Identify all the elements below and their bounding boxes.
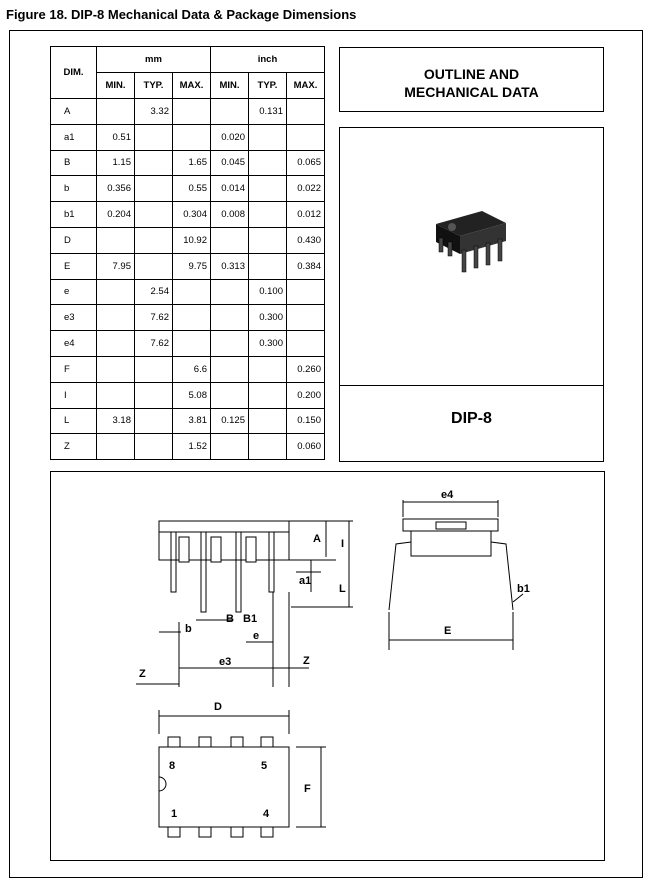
outline-title-box	[339, 47, 604, 112]
label-B: B	[226, 613, 234, 625]
table-row	[51, 305, 325, 331]
table-cell: 1.65	[173, 150, 211, 176]
table-cell: 0.300	[249, 331, 287, 357]
table-cell: 0.384	[287, 253, 325, 279]
table-cell	[135, 408, 173, 434]
table-cell	[173, 305, 211, 331]
table-cell: 5.08	[173, 382, 211, 408]
table-cell: 0.020	[211, 124, 249, 150]
label-B1: B1	[243, 613, 258, 625]
table-cell	[135, 227, 173, 253]
table-cell	[135, 253, 173, 279]
table-cell: 7.62	[135, 331, 173, 357]
table-cell	[97, 305, 135, 331]
table-cell: 7.95	[97, 253, 135, 279]
table-cell: 3.32	[135, 99, 173, 125]
table-cell	[211, 227, 249, 253]
table-cell: 0.200	[287, 382, 325, 408]
table-cell: 0.012	[287, 202, 325, 228]
table-cell: 9.75	[173, 253, 211, 279]
table-cell: 2.54	[135, 279, 173, 305]
col-header: MIN.	[211, 73, 249, 99]
table-cell: 3.81	[173, 408, 211, 434]
table-cell	[97, 434, 135, 460]
table-cell	[97, 356, 135, 382]
dim-name: e	[51, 279, 97, 305]
table-cell	[249, 253, 287, 279]
label-A: A	[313, 533, 321, 545]
table-cell	[173, 279, 211, 305]
table-cell: 0.125	[211, 408, 249, 434]
table-cell	[97, 279, 135, 305]
dim-name: A	[51, 99, 97, 125]
table-cell: 0.55	[173, 176, 211, 202]
outline-title-line2: MECHANICAL DATA	[404, 84, 539, 100]
table-row	[51, 356, 325, 382]
table-cell	[287, 99, 325, 125]
pin-4-label: 4	[263, 808, 270, 820]
dim-name: L	[51, 408, 97, 434]
table-cell	[135, 176, 173, 202]
table-cell	[135, 124, 173, 150]
table-cell	[249, 382, 287, 408]
table-cell	[249, 202, 287, 228]
dim-name: D	[51, 227, 97, 253]
label-a1: a1	[299, 575, 312, 587]
dim-name: I	[51, 382, 97, 408]
table-cell	[135, 356, 173, 382]
dim-name: e4	[51, 331, 97, 357]
table-row	[51, 253, 325, 279]
table-cell	[97, 382, 135, 408]
table-cell: 0.313	[211, 253, 249, 279]
table-cell: 1.15	[97, 150, 135, 176]
table-cell	[135, 434, 173, 460]
table-cell: 0.100	[249, 279, 287, 305]
col-header: TYP.	[249, 73, 287, 99]
dim-name: a1	[51, 124, 97, 150]
table-row	[51, 331, 325, 357]
pin-5-label: 5	[261, 760, 268, 772]
table-cell: 0.204	[97, 202, 135, 228]
label-F: F	[304, 783, 311, 795]
table-cell	[287, 279, 325, 305]
table-row	[51, 434, 325, 460]
table-cell: 6.6	[173, 356, 211, 382]
label-e: e	[253, 630, 260, 642]
table-cell	[211, 434, 249, 460]
figure-title: Figure 18. DIP-8 Mechanical Data & Package Dimensions	[6, 7, 357, 22]
label-b1: b1	[517, 583, 530, 595]
label-L: L	[339, 583, 346, 595]
pin-8-label: 8	[169, 760, 176, 772]
table-row	[51, 279, 325, 305]
table-cell: 0.131	[249, 99, 287, 125]
dim-header: DIM.	[51, 47, 97, 99]
table-cell: 0.51	[97, 124, 135, 150]
package-divider	[340, 385, 603, 386]
table-cell	[135, 382, 173, 408]
table-row	[51, 408, 325, 434]
table-cell: 0.065	[287, 150, 325, 176]
col-header: MAX.	[287, 73, 325, 99]
table-cell	[249, 356, 287, 382]
table-row	[51, 99, 325, 125]
table-cell	[173, 99, 211, 125]
label-E: E	[444, 625, 452, 637]
table-cell	[173, 124, 211, 150]
package-name: DIP-8	[451, 410, 492, 427]
table-cell	[249, 124, 287, 150]
mm-header: mm	[97, 47, 211, 73]
table-cell: 0.430	[287, 227, 325, 253]
table-cell	[249, 176, 287, 202]
mechanical-drawing	[51, 472, 606, 862]
label-b: b	[185, 623, 192, 635]
table-cell	[211, 279, 249, 305]
table-cell	[287, 124, 325, 150]
table-cell: 0.356	[97, 176, 135, 202]
table-cell	[97, 99, 135, 125]
table-cell	[211, 331, 249, 357]
outline-title-line1: OUTLINE AND	[423, 66, 520, 82]
pin-1-label: 1	[171, 808, 178, 820]
table-cell	[97, 331, 135, 357]
drawing-panel	[50, 471, 605, 861]
table-cell: 1.52	[173, 434, 211, 460]
table-cell: 0.150	[287, 408, 325, 434]
table-cell: 0.008	[211, 202, 249, 228]
table-cell	[249, 408, 287, 434]
table-row	[51, 202, 325, 228]
dim-name: Z	[51, 434, 97, 460]
dim-name: F	[51, 356, 97, 382]
table-cell	[97, 227, 135, 253]
dim-name: b	[51, 176, 97, 202]
table-row	[51, 124, 325, 150]
table-cell	[249, 227, 287, 253]
table-cell	[249, 434, 287, 460]
inch-header: inch	[211, 47, 325, 73]
label-I: I	[341, 538, 345, 550]
table-cell: 10.92	[173, 227, 211, 253]
table-cell	[287, 305, 325, 331]
table-cell	[211, 382, 249, 408]
dim-name: E	[51, 253, 97, 279]
dim-name: B	[51, 150, 97, 176]
label-Z-left: Z	[139, 668, 146, 680]
table-row	[51, 150, 325, 176]
table-cell: 0.260	[287, 356, 325, 382]
table-cell	[135, 150, 173, 176]
table-cell: 0.014	[211, 176, 249, 202]
table-cell	[211, 305, 249, 331]
table-cell: 0.022	[287, 176, 325, 202]
package-box	[339, 127, 604, 462]
col-header: TYP.	[135, 73, 173, 99]
dimensions-table	[50, 46, 325, 460]
table-cell: 0.304	[173, 202, 211, 228]
dim-name: b1	[51, 202, 97, 228]
table-cell	[211, 356, 249, 382]
label-e3: e3	[219, 656, 232, 668]
table-row	[51, 382, 325, 408]
table-row	[51, 227, 325, 253]
label-Z-right: Z	[303, 655, 310, 667]
table-cell: 0.045	[211, 150, 249, 176]
dim-name: e3	[51, 305, 97, 331]
label-D: D	[214, 701, 222, 713]
table-cell	[173, 331, 211, 357]
table-cell: 0.060	[287, 434, 325, 460]
table-cell	[249, 150, 287, 176]
table-cell: 0.300	[249, 305, 287, 331]
table-cell: 3.18	[97, 408, 135, 434]
table-cell	[287, 331, 325, 357]
table-cell: 7.62	[135, 305, 173, 331]
table-row	[51, 176, 325, 202]
label-e4: e4	[441, 489, 454, 501]
col-header: MAX.	[173, 73, 211, 99]
col-header: MIN.	[97, 73, 135, 99]
dip8-package-illustration	[340, 128, 605, 378]
table-cell	[211, 99, 249, 125]
table-cell	[135, 202, 173, 228]
